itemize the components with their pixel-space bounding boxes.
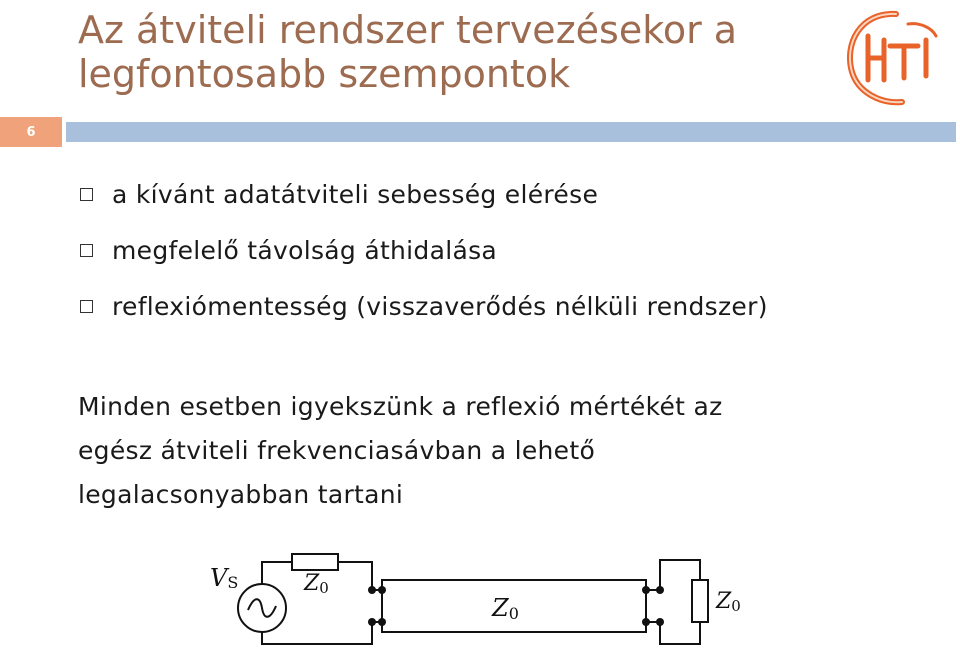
hti-logo — [838, 6, 948, 110]
load-resistor-icon — [692, 580, 708, 622]
title-underline-bar — [66, 122, 956, 142]
source-resistor-label: Z — [304, 571, 320, 596]
ac-source-icon — [238, 584, 286, 632]
body-paragraph — [78, 385, 938, 517]
line-label: Z — [492, 594, 509, 622]
bullet-text: megfelelő távolság áthidalása — [112, 235, 498, 265]
paragraph-line-3: legalacsonyabban tartani — [78, 480, 404, 509]
square-bullet-icon — [80, 300, 93, 313]
source-label: V — [210, 564, 228, 592]
source-resistor-subscript: 0 — [319, 579, 329, 597]
svg-text:Z0 — [491, 594, 519, 623]
source-label-subscript: S — [227, 573, 239, 592]
bullet-item — [80, 222, 768, 278]
bullet-text: reflexiómentesség (visszaverődés nélküli rendszer) — [112, 291, 768, 321]
bullet-text: a kívánt adatátviteli sebesség elérése — [112, 179, 599, 209]
source-resistor-icon — [292, 554, 338, 570]
bullet-list — [80, 166, 768, 334]
slide-title-line-1: Az átviteli rendszer tervezésekor a — [78, 8, 738, 52]
slide-title — [78, 8, 838, 96]
slide-number: 6 — [26, 124, 36, 140]
svg-text:Z0 — [303, 571, 329, 597]
paragraph-line-1: Minden esetben igyekszünk a reflexió mértékét az — [78, 392, 723, 421]
line-label-subscript: 0 — [508, 604, 519, 623]
transmission-line-circuit — [200, 540, 760, 660]
load-resistor-subscript: 0 — [731, 597, 741, 615]
bullet-item — [80, 278, 768, 334]
svg-text:VS — [210, 564, 238, 592]
square-bullet-icon — [80, 244, 93, 257]
svg-text:Z0 — [715, 589, 741, 615]
square-bullet-icon — [80, 188, 93, 201]
slide-number-badge — [0, 117, 62, 147]
paragraph-line-2: egész átviteli frekvenciasávban a lehető — [78, 436, 596, 465]
slide-title-line-2: legfontosabb szempontok — [78, 52, 571, 96]
load-resistor-label: Z — [716, 589, 732, 614]
bullet-item — [80, 166, 768, 222]
